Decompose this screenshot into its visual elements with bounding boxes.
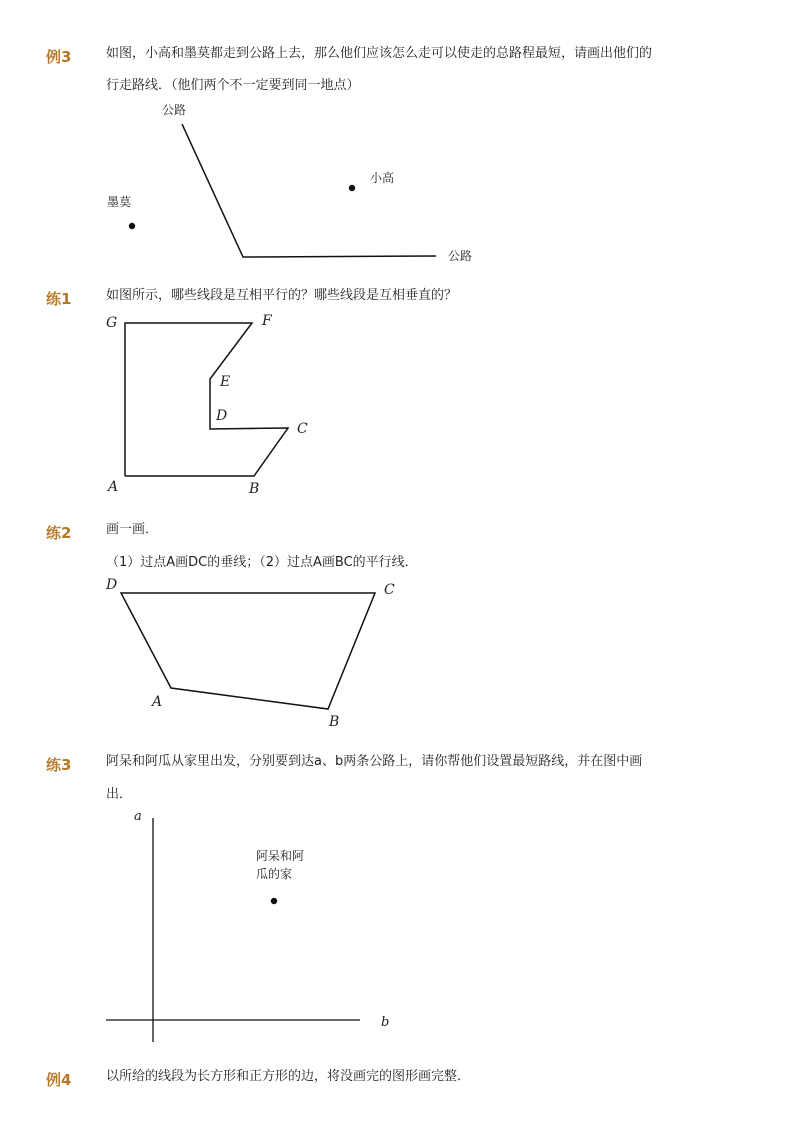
point-g-label: G bbox=[106, 315, 118, 331]
practice-3-text-line2: 出． bbox=[106, 787, 133, 802]
point-b-label: B bbox=[249, 481, 260, 497]
example-4-label: 例4 bbox=[46, 1071, 72, 1089]
road-right-label: 公路 bbox=[448, 249, 473, 263]
home-point bbox=[271, 898, 277, 904]
practice-3-label: 练3 bbox=[46, 756, 72, 774]
road-b-label: b bbox=[381, 1015, 390, 1030]
xiaogao-label: 小高 bbox=[370, 171, 395, 185]
practice-3-text-line1: 阿呆和阿瓜从家里出发，分别要到达a、b两条公路上，请你帮他们设置最短路线，并在图中画 bbox=[106, 754, 643, 769]
point-e-label: E bbox=[220, 374, 231, 390]
point-a-label: A bbox=[108, 479, 119, 495]
example-4-text: 以所给的线段为长方形和正方形的边，将没画完的图形画完整． bbox=[106, 1069, 471, 1084]
point-d-label: D bbox=[106, 577, 118, 593]
home-label-line2: 瓜的家 bbox=[256, 867, 293, 881]
practice-2-label: 练2 bbox=[46, 524, 72, 542]
practice-2-text: 画一画． bbox=[106, 522, 159, 537]
example-3-text-line1: 如图，小高和墨莫都走到公路上去，那么他们应该怎么走可以使走的总路程最短，请画出他们的 bbox=[106, 46, 653, 61]
momo-label: 墨莫 bbox=[107, 195, 132, 209]
road-top-label: 公路 bbox=[162, 103, 187, 117]
point-a-label: A bbox=[152, 694, 163, 710]
example-3-text-line2: 行走路线．（他们两个不一定要到同一地点） bbox=[106, 78, 360, 93]
point-b-label: B bbox=[329, 714, 340, 730]
road-a-label: a bbox=[134, 809, 142, 824]
point-c-label: C bbox=[297, 421, 308, 437]
example-3-label: 例3 bbox=[46, 48, 72, 66]
home-label-line1: 阿呆和阿 bbox=[256, 849, 305, 863]
practice-2-subtext: （1）过点A画DC的垂线；（2）过点A画BC的平行线． bbox=[106, 555, 418, 570]
point-f-label: F bbox=[262, 313, 272, 329]
point-c-label: C bbox=[384, 582, 395, 598]
point-d-label: D bbox=[216, 408, 228, 424]
practice-1-label: 练1 bbox=[46, 290, 72, 308]
practice-1-text: 如图所示，哪些线段是互相平行的？哪些线段是互相垂直的？ bbox=[106, 288, 458, 303]
